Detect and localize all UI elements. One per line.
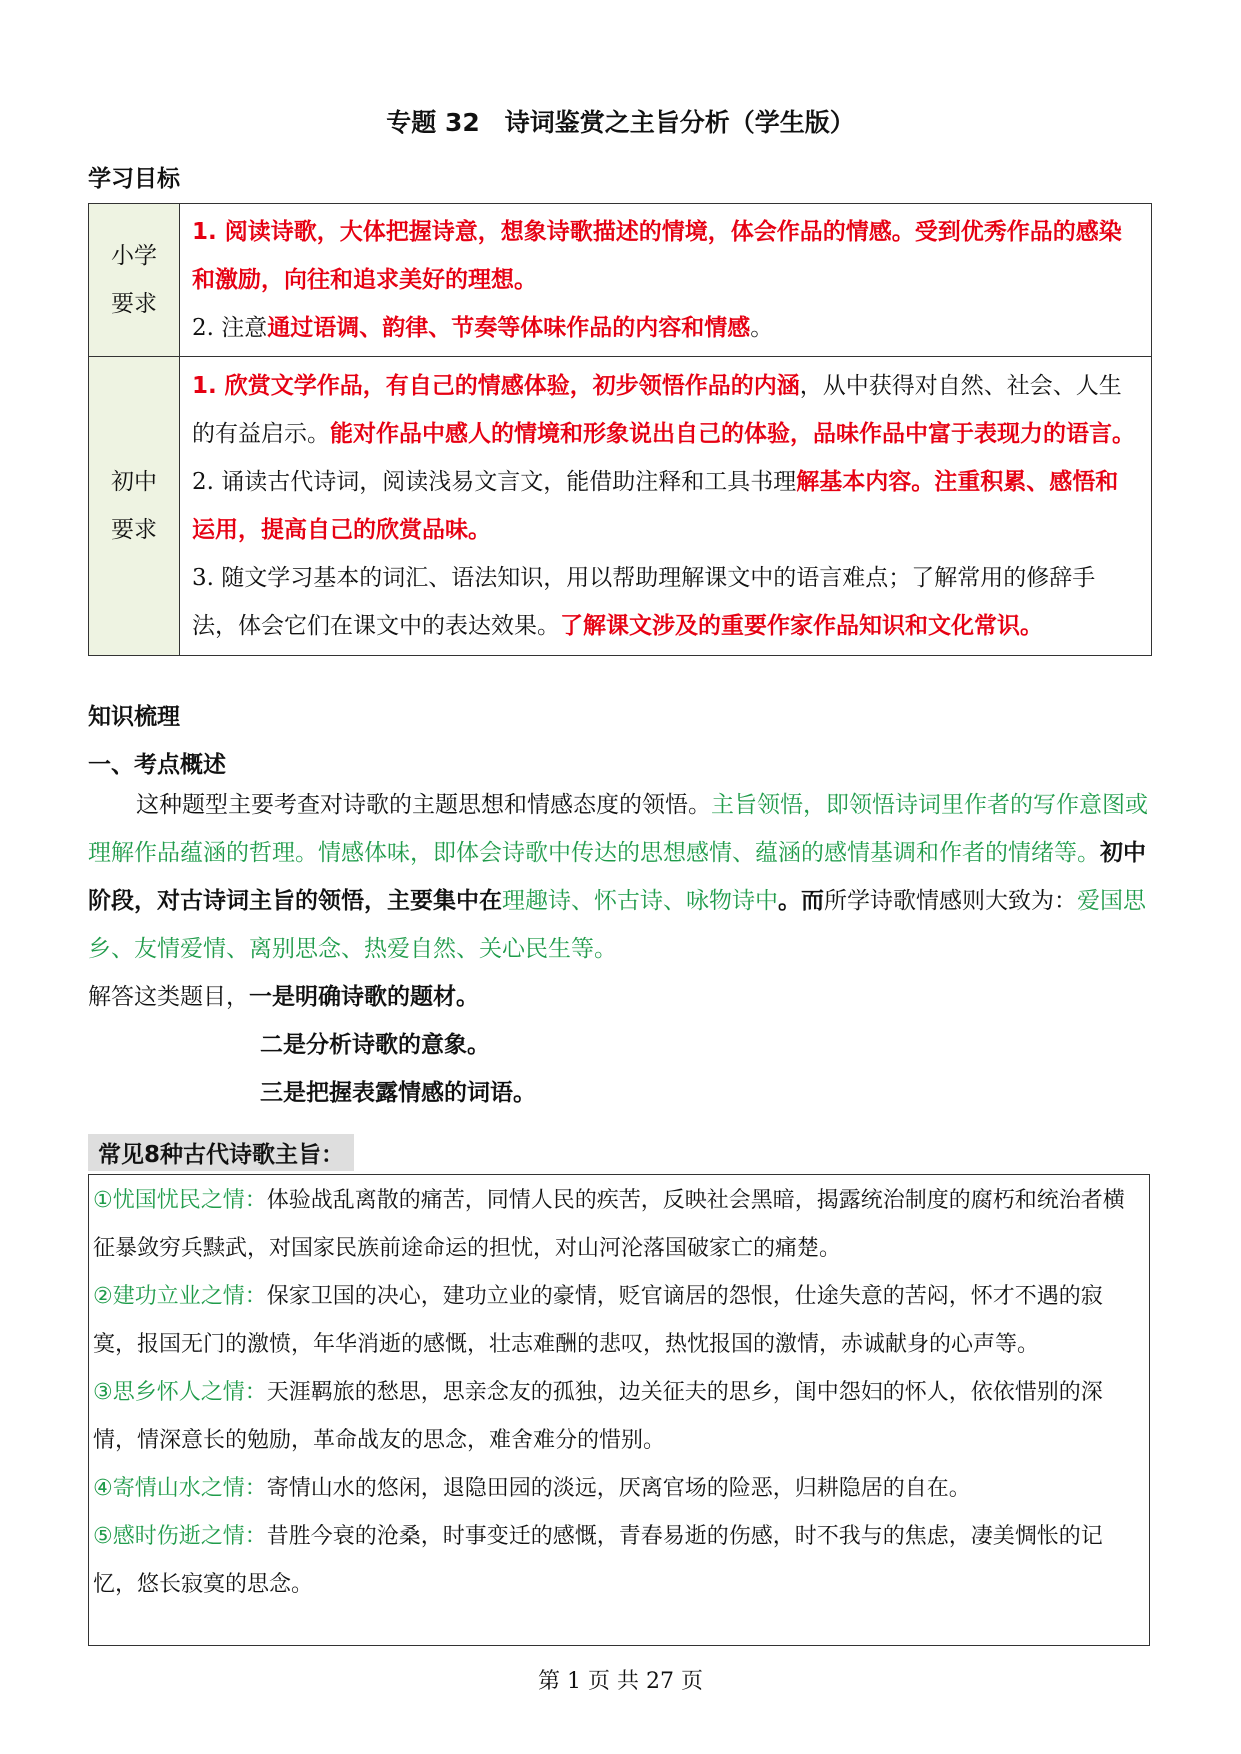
req-text: ，从中获得对自然、社会、人生的有益启示。 [192,373,1122,447]
overview-text: 这种题型主要考查对诗歌的主题思想和情感态度的领悟。 [136,792,711,818]
primary-requirements [180,204,1152,357]
row-label-junior [89,357,180,656]
page-number: 第 1 页 共 27 页 [538,1669,703,1694]
answer-step: 二是分析诗歌的意象。 [260,1032,490,1058]
label-line: 小学 [111,243,157,269]
theme-text: 体验战乱离散的痛苦，同情人民的疾苦，反映社会黑暗，揭露统治制度的腐朽和统治者横征暴敛穷兵黩武，对国家民族前途命运的担忧，对山河沦落国破家亡的痛楚。 [93,1188,1125,1261]
section-heading-overview: 一、考点概述 [88,752,226,778]
theme-text: 昔胜今衰的沧桑，时事变迁的感慨，青春易逝的伤感，时不我与的焦虑，凄美惆怅的记忆，悠长寂寞的思念。 [93,1524,1103,1597]
req-text: 1. 阅读诗歌，大体把握诗意，想象诗歌描述的情境，体会作品的情感。受到优秀作品的感染和激励，向往和追求美好的理想。 [192,219,1122,293]
themes-box [88,1174,1150,1646]
overview-text: 。 [594,936,617,962]
overview-text: 而 [801,888,824,914]
overview-text: 所学诗歌情感则大致为： [824,888,1077,914]
overview-text: 爱国思乡、友情爱情、离别思念、热爱自然、关心民生等 [88,888,1146,962]
overview-text: 初中阶段，对古诗词主旨的领悟，主要集中在 [88,840,1146,914]
overview-paragraph [88,781,1154,1117]
table-row [89,204,1152,357]
label-line: 要求 [111,291,157,317]
list-item [93,1513,1145,1609]
overview-text: 主旨领悟，即领悟诗词里作者的写作意图或理解作品蕴涵的哲理。情感体味，即体会诗歌中传达的思想感情、蕴涵的感情基调和作者的情绪等。 [88,792,1148,866]
row-label-primary [89,204,180,357]
overview-text: 。 [778,888,801,914]
theme-text: 寄情山水的悠闲，退隐田园的淡远，厌离官场的险恶，归耕隐居的自在。 [266,1476,971,1501]
list-item [93,1177,1145,1273]
req-text: 解基本内容。注重积累、感悟和运用，提高自己的欣赏品味。 [192,469,1119,543]
req-text: 3. 随文学习基本的词汇、语法知识，用以帮助理解课文中的语言难点；了解常用的修辞手法，体会它们在课文中的表达效果。 [192,565,1096,639]
theme-label: ①忧国忧民之情： [93,1188,267,1213]
page-title: 专题 32 诗词鉴赏之主旨分析（学生版） [386,108,855,137]
theme-label: ③思乡怀人之情： [93,1380,267,1405]
table-row [89,357,1152,656]
list-item [93,1465,1145,1513]
theme-text: 保家卫国的决心，建功立业的豪情，贬官谪居的怨恨，仕途失意的苦闷，怀才不遇的寂寞，报国无门的激愤，年华消逝的感慨，壮志难酬的悲叹，热忱报国的激情，赤诚献身的心声等。 [93,1284,1103,1357]
req-text: 1. 欣赏文学作品，有自己的情感体验，初步领悟作品的内涵 [192,373,800,399]
theme-label: ⑤感时伤逝之情： [93,1524,267,1549]
learning-goals-table [88,203,1152,656]
list-item [93,1273,1145,1369]
req-text: 。 [750,315,774,341]
req-text: 能对作品中感人的情境和形象说出自己的体验，品味作品中富于表现力的语言。 [330,421,1135,447]
req-text: 通过语调、韵律、节奏等体味作品的内容和情感 [267,315,751,341]
theme-label: ②建功立业之情： [93,1284,267,1309]
label-line: 初中 [111,469,157,495]
answer-step: 三是把握表露情感的词语。 [260,1080,536,1106]
label-line: 要求 [111,517,157,543]
req-text: 了解课文涉及的重要作家作品知识和文化常识。 [560,613,1043,639]
req-text: 2. 诵读古代诗词，阅读浅易文言文，能借助注释和工具书理 [192,469,797,495]
theme-label: ④寄情山水之情： [93,1476,267,1501]
req-text: 2. 注意 [192,315,268,341]
section-heading-goals: 学习目标 [88,166,180,192]
junior-requirements [180,357,1152,656]
answer-step: 一是明确诗歌的题材。 [249,984,479,1010]
theme-text: 天涯羁旅的愁思，思亲念友的孤独，边关征夫的思乡，闺中怨妇的怀人，依依惜别的深情，情深意长的勉励，革命战友的思念，难舍难分的惜别。 [93,1380,1103,1453]
list-item [93,1369,1145,1465]
themes-heading: 常见8种古代诗歌主旨： [88,1134,354,1171]
answer-intro: 解答这类题目， [88,984,249,1010]
overview-text: 理趣诗、怀古诗、咏物诗中 [502,888,778,914]
section-heading-knowledge: 知识梳理 [88,704,180,730]
